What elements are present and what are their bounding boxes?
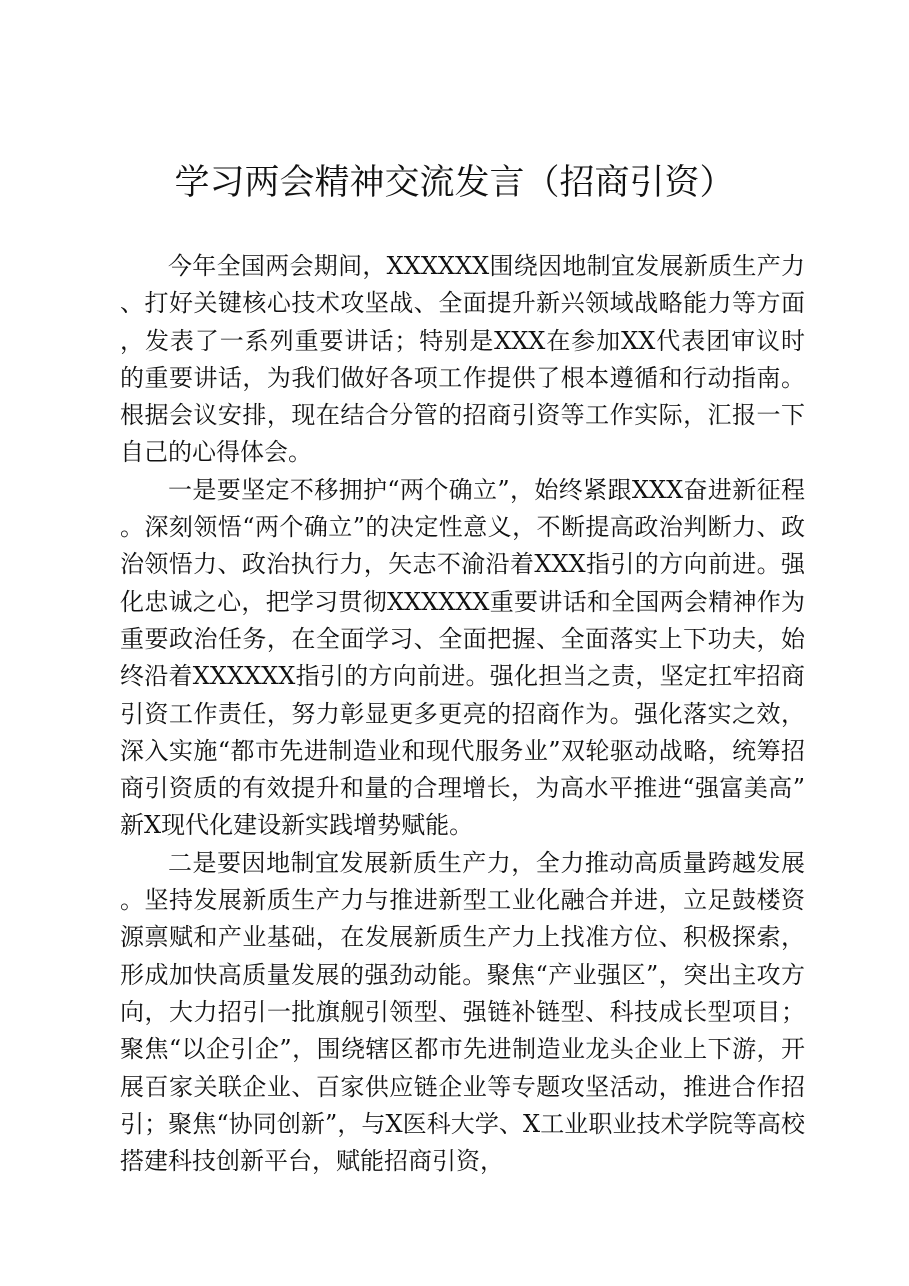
- paragraph-point-one: 一是要坚定不移拥护“两个确立”，始终紧跟XXX奋进新征程。深刻领悟“两个确立”的决定性意义，不断提高政治判断力、政治领悟力、政治执行力，矢志不渝沿着XXX指引的方向前进。强化忠诚之心，把学习贯彻XXXXXX重要讲话和全国两会精神作为重要政治任务，在全面学习、全面把握、全面落实上下功夫，始终沿着XXXXXX指引的方向前进。强化担当之责，坚定扛牢招商引资工作责任，努力彰显更多更亮的招商作为。强化落实之效，深入实施“都市先进制造业和现代服务业”双轮驱动战略，统筹招商引资质的有效提升和量的合理增长，为高水平推进“强富美高”新X现代化建设新实践增势赋能。: [120, 475, 805, 840]
- paragraph-point-two: 二是要因地制宜发展新质生产力，全力推动高质量跨越发展。坚持发展新质生产力与推进新型工业化融合并进，立足鼓楼资源禀赋和产业基础，在发展新质生产力上找准方位、积极探索，形成加快高质量发展的强劲动能。聚焦“产业强区”，突出主攻方向，大力招引一批旗舰引领型、强链补链型、科技成长型项目；聚焦“以企引企”，围绕辖区都市先进制造业龙头企业上下游，开展百家关联企业、百家供应链企业等专题攻坚活动，推进合作招引；聚焦“协同创新”，与X医科大学、X工业职业技术学院等高校搭建科技创新平台，赋能招商引资，: [120, 848, 805, 1176]
- document-title: 学习两会精神交流发言（招商引资）: [174, 163, 735, 203]
- paragraph-intro: 今年全国两会期间，XXXXXX围绕因地制宜发展新质生产力、打好关键核心技术攻坚战、全面提升新兴领域战略能力等方面，发表了一系列重要讲话；特别是XXX在参加XX代表团审议时的重要讲话，为我们做好各项工作提供了根本遵循和行动指南。根据会议安排，现在结合分管的招商引资等工作实际，汇报一下自己的心得体会。: [120, 252, 805, 467]
- document-body: [120, 248, 805, 1180]
